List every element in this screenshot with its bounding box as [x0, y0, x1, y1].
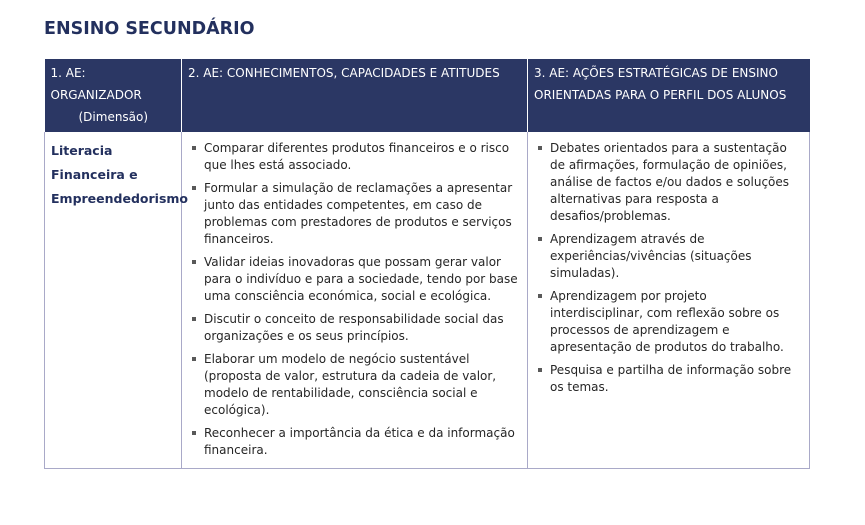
- list-item-text: Comparar diferentes produtos financeiros e o risco que lhes está associado.: [204, 141, 510, 172]
- list-item: [534, 231, 803, 282]
- header-actions: [528, 59, 810, 132]
- square-bullet-icon: [192, 186, 196, 190]
- list-item: [188, 140, 521, 174]
- header-actions-title-line1: 3. AE: AÇÕES ESTRATÉGICAS DE ENSINO: [534, 66, 778, 80]
- list-item-text: Debates orientados para a sustentação de afirmações, formulação de opiniões, análise de factos e/ou dados e soluções alternativas para resposta a desafios/problemas.: [550, 141, 790, 223]
- header-organizer: [45, 59, 182, 132]
- curriculum-table: [44, 59, 810, 469]
- header-organizer-subtitle: (Dimensão): [78, 110, 149, 124]
- list-item-text: Aprendizagem por projeto interdisciplinar, com reflexão sobre os processos de aprendizagem e apresentação de produtos do trabalho.: [550, 289, 784, 354]
- knowledge-cell: [182, 132, 528, 469]
- square-bullet-icon: [538, 146, 542, 150]
- actions-cell: [528, 132, 810, 469]
- list-item: [534, 140, 803, 225]
- list-item: [188, 311, 521, 345]
- square-bullet-icon: [192, 431, 196, 435]
- square-bullet-icon: [538, 237, 542, 241]
- table-header: [45, 59, 810, 132]
- square-bullet-icon: [192, 260, 196, 264]
- list-item: [188, 180, 521, 248]
- dimension-line: Financeira e: [51, 167, 138, 182]
- table-body: [45, 132, 810, 469]
- list-item: [534, 288, 803, 356]
- list-item-text: Validar ideias inovadoras que possam gerar valor para o indivíduo e para a sociedade, tendo por base uma consciência económica, social e ecológica.: [204, 255, 518, 303]
- header-knowledge: [182, 59, 528, 132]
- list-item-text: Formular a simulação de reclamações a apresentar junto das entidades competentes, em caso de problemas com prestadores de produtos e serviços financeiros.: [204, 181, 513, 246]
- header-actions-title-line2: ORIENTADAS PARA O PERFIL DOS ALUNOS: [534, 88, 787, 102]
- list-item: [534, 362, 803, 396]
- list-item-text: Discutir o conceito de responsabilidade social das organizações e os seus princípios.: [204, 312, 504, 343]
- header-row: [45, 59, 810, 132]
- list-item-text: Elaborar um modelo de negócio sustentável (proposta de valor, estrutura da cadeia de valor, modelo de rentabilidade, consciência social e ecológica).: [204, 352, 497, 417]
- square-bullet-icon: [538, 294, 542, 298]
- page-title: ENSINO SECUNDÁRIO: [44, 19, 255, 39]
- list-item: [188, 351, 521, 419]
- list-item-text: Reconhecer a importância da ética e da informação financeira.: [204, 426, 515, 457]
- dimension-cell: [45, 132, 188, 469]
- knowledge-list: [188, 140, 521, 459]
- square-bullet-icon: [538, 368, 542, 372]
- square-bullet-icon: [192, 146, 196, 150]
- list-item-text: Aprendizagem através de experiências/vivências (situações simuladas).: [550, 232, 752, 280]
- dimension-line: Empreendedorismo: [51, 191, 188, 206]
- header-organizer-title: 1. AE: ORGANIZADOR: [50, 66, 142, 102]
- square-bullet-icon: [192, 357, 196, 361]
- actions-list: [534, 140, 803, 396]
- square-bullet-icon: [192, 317, 196, 321]
- list-item: [188, 425, 521, 459]
- dimension-line: Literacia: [51, 143, 113, 158]
- list-item: [188, 254, 521, 305]
- header-knowledge-title: 2. AE: CONHECIMENTOS, CAPACIDADES E ATITUDES: [188, 66, 500, 80]
- list-item-text: Pesquisa e partilha de informação sobre os temas.: [550, 363, 792, 394]
- table-row: [45, 132, 810, 469]
